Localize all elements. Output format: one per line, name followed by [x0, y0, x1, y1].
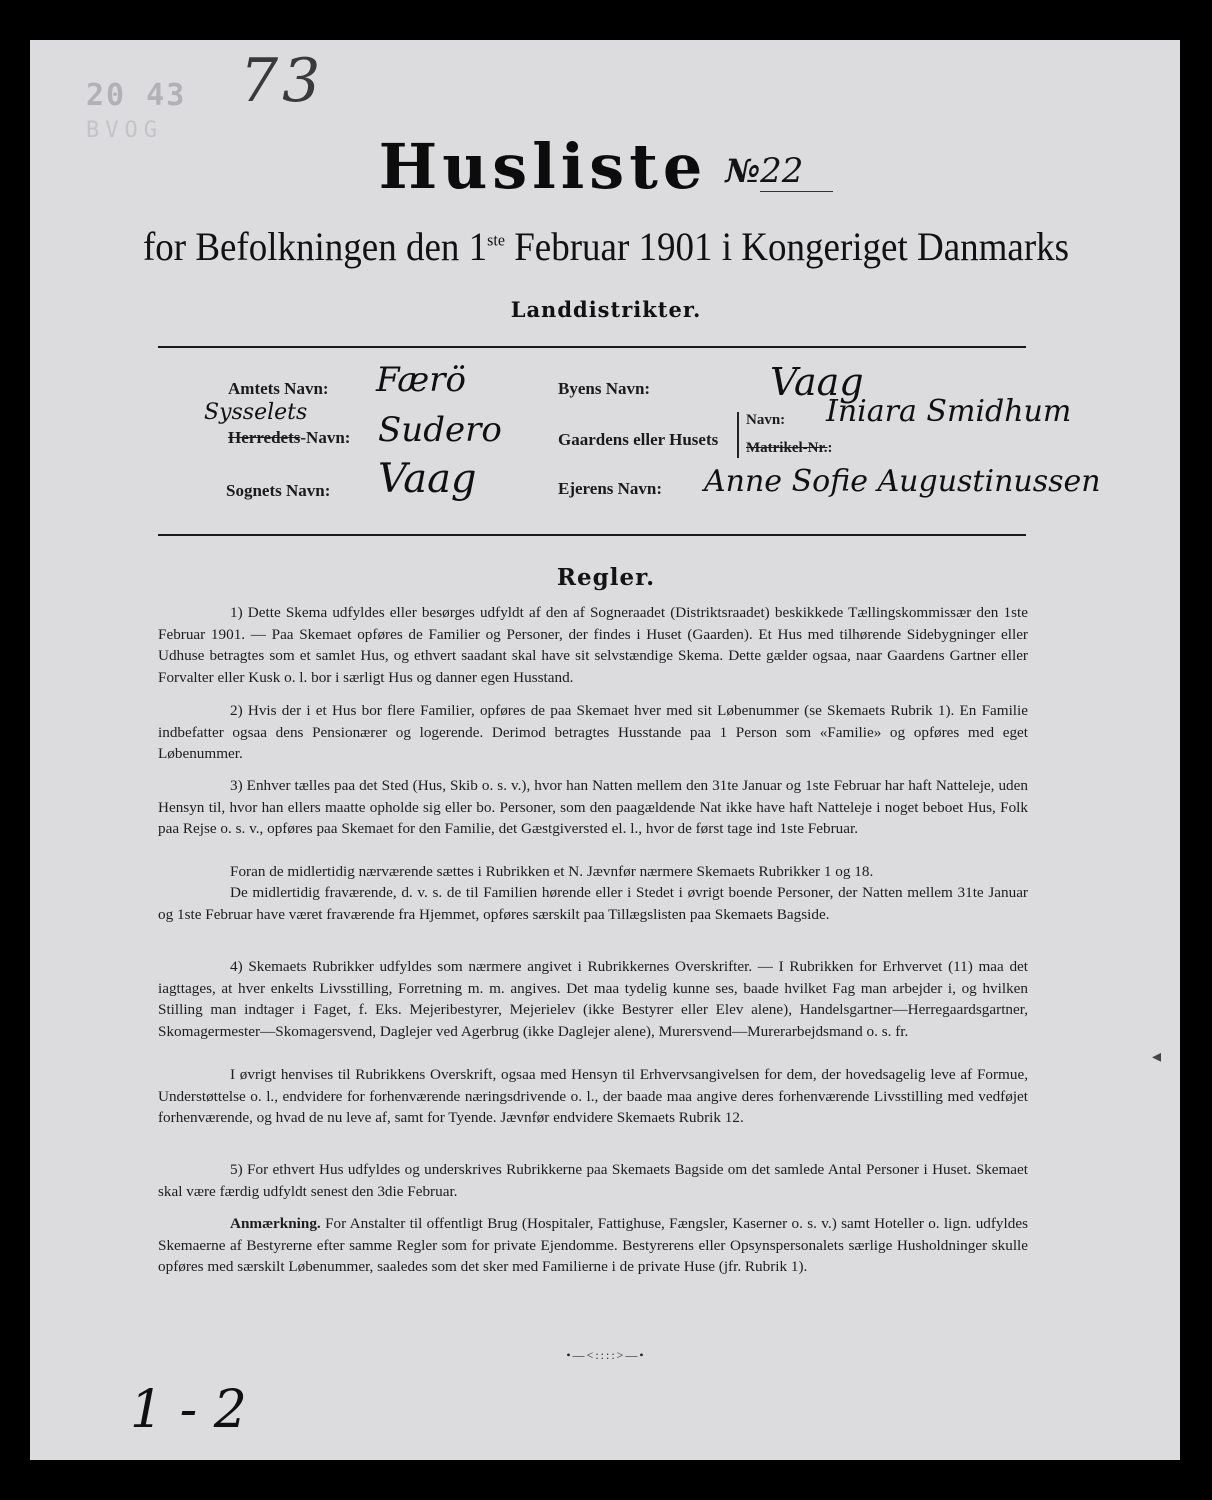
herred-label	[228, 428, 350, 448]
note-paragraph	[158, 1213, 1028, 1278]
by-label: Byens Navn:	[558, 379, 651, 398]
rule-paragraph-3c: De midlertidig fraværende, d. v. s. de til Familien hørende eller i Stedet i øvrigt boende Personer, der Natten mellem 31te Januar og 1ste Februar have været fraværende fra Hjemmet, opføres særskilt paa Tillægslisten paa Skemaets Bagside.	[158, 884, 1028, 923]
herred-value: Sudero	[378, 410, 502, 450]
subtitle	[0, 224, 1212, 270]
sogn-label: Sognets Navn:	[226, 481, 331, 500]
by-value: Vaag	[770, 360, 864, 404]
divider-top	[158, 346, 1026, 348]
sogn-value: Vaag	[378, 456, 477, 502]
amt-value: Færö	[376, 360, 466, 400]
rule-paragraph-5: 5) For ethvert Hus udfyldes og underskrives Rubrikkerne paa Skemaets Bagside om det samlede Antal Personer i Huset. Skemaet skal være færdig udfyldt senest den 3die Februar.	[158, 1161, 1028, 1200]
herred-label-suffix: -Navn:	[300, 428, 351, 447]
matrikel-suffix: :	[827, 440, 833, 456]
edge-mark: ◂	[1152, 1046, 1162, 1066]
archive-stamp-faint: BVOG	[86, 118, 163, 143]
number-sign: №	[725, 152, 761, 190]
matrikel-label	[746, 440, 833, 457]
page-title	[0, 130, 1212, 203]
rule-paragraph-4: 4) Skemaets Rubrikker udfyldes som nærmere angivet i Rubrikkernes Overskrifter. — I Rubrikken for Erhvervet (11) maa det iagttages, at hver enkelts Livsstilling, Forretning m. m. angives. Det maa tydelig kunne ses, baade hvilket Fag man arbejder i, og hvilken Stilling man indtager i Faget, f. Eks. Mejeribestyrer, Mejerielev (ikke Bestyrer eller Elev alene), Handelsgartner—Herregaardsgartner, Skomagermester—Skomagersvend, Daglejer ved Agerbrug (ikke Daglejer alene), Murersvend—Murerarbejdsmand o. s. fr.	[158, 958, 1028, 1040]
house-list-number: 22	[760, 151, 833, 192]
note-label: Anmærkning.	[230, 1215, 321, 1232]
matrikel-label-struck: Matrikel-Nr.	[746, 440, 828, 456]
ornament: •—<::::>—•	[566, 1348, 646, 1362]
subtitle-part1: for Befolkningen den 1	[142, 225, 488, 270]
note-text: For Anstalter til offentligt Brug (Hospitaler, Fattighuse, Fængsler, Kaserner o. s. v.) samt Hoteller o. lign. udfyldes Skemaerne af Bestyrerne efter samme Regler som for private Ejendomme. Bestyrerens eller Opsynspersonalets særlige Husholdninger skulle opføres med særskilt Løbenummer, saaledes som det sker med Familierne i de private Huse (jfr. Rubrik 1).	[158, 1215, 1028, 1276]
subtitle-part2: Februar 1901 i Kongeriget Danmarks	[504, 225, 1070, 270]
gaard-label: Gaardens eller Husets	[558, 430, 719, 449]
ejer-label: Ejerens Navn:	[558, 479, 663, 498]
handwritten-archive-number: 73	[240, 46, 325, 116]
ejer-value: Anne Sofie Augustinussen	[704, 464, 1101, 499]
amt-label: Amtets Navn:	[228, 379, 329, 398]
rule-paragraph-4b: I øvrigt henvises til Rubrikkens Overskrift, ogsaa med Hensyn til Erhvervsangivelsen for dem, der hovedsagelig leve af Formue, Understøttelse o. l., endvidere for forhenværende næringsdrivende o. l., der baade maa angive deres forhenværende Livsstilling med vedføjet forhenværende, og hvad de nu leve af, samt for Tyende. Jævnfør endvidere Skemaets Rubrik 12.	[158, 1066, 1028, 1127]
rule-paragraph-2: 2) Hvis der i et Hus bor flere Familier, opføres de paa Skemaet hver med sit Løbenummer (se Skemaets Rubrik 1). En Familie indbefatter ogsaa dens Pensionærer og logerende. Derimod betragtes Husstande paa 1 Person som «Familie» og opføres med eget Løbenummer.	[158, 702, 1028, 763]
gaard-bracket	[737, 412, 739, 458]
sysselets-handwritten: Sysselets	[204, 400, 308, 425]
rules-heading: Regler.	[556, 564, 656, 591]
rule-paragraph-3b: Foran de midlertidig nærværende sættes i Rubrikken et N. Jævnfør nærmere Skemaets Rubrikker 1 og 18.	[230, 863, 874, 880]
title-word: Husliste	[378, 130, 708, 203]
rule-paragraph-3: 3) Enhver tælles paa det Sted (Hus, Skib o. s. v.), hvor han Natten mellem den 31te Januar og 1ste Februar har haft Natteleje, uden Hensyn til, hvor han ellers maatte opholde sig eller bo. Personer, som den paagældende Nat ikke have haft Natteleje i noget beboet Hus, Folk paa Rejse o. s. v., opføres paa Skemaet for den Familie, det Gæstgiversted el. l., hvor de først tage ind 1ste Februar.	[158, 777, 1028, 838]
divider-bottom	[158, 534, 1026, 536]
gaard-navn-value: Iniara Smidhum	[826, 394, 1072, 429]
subtitle-sup: ste	[487, 231, 505, 250]
rule-paragraph-1: 1) Dette Skema udfyldes eller besørges udfyldt af den af Sogneraadet (Distriktsraadet) beskikkede Tællingskommissær den 1ste Februar 1901. — Paa Skemaet opføres de Familier og Personer, der findes i Huset (Gaarden). Et Hus med tilhørende Sidebygninger eller Udhuse betragtes som et samlet Hus, og ethvert saadant skal have sit selvstændige Skema. Dette gælder ogsaa, naar Gaardens Gartner eller Forvalter eller Kusk o. l. bor i særligt Hus og danner egen Husstand.	[158, 604, 1028, 686]
gaard-navn-label: Navn:	[746, 412, 786, 428]
handwritten-footer: 1 - 2	[130, 1380, 247, 1440]
archive-stamp: 20 43	[86, 78, 187, 113]
district-type: Landdistrikter.	[510, 297, 702, 322]
herred-label-struck: Herredets	[228, 428, 301, 447]
